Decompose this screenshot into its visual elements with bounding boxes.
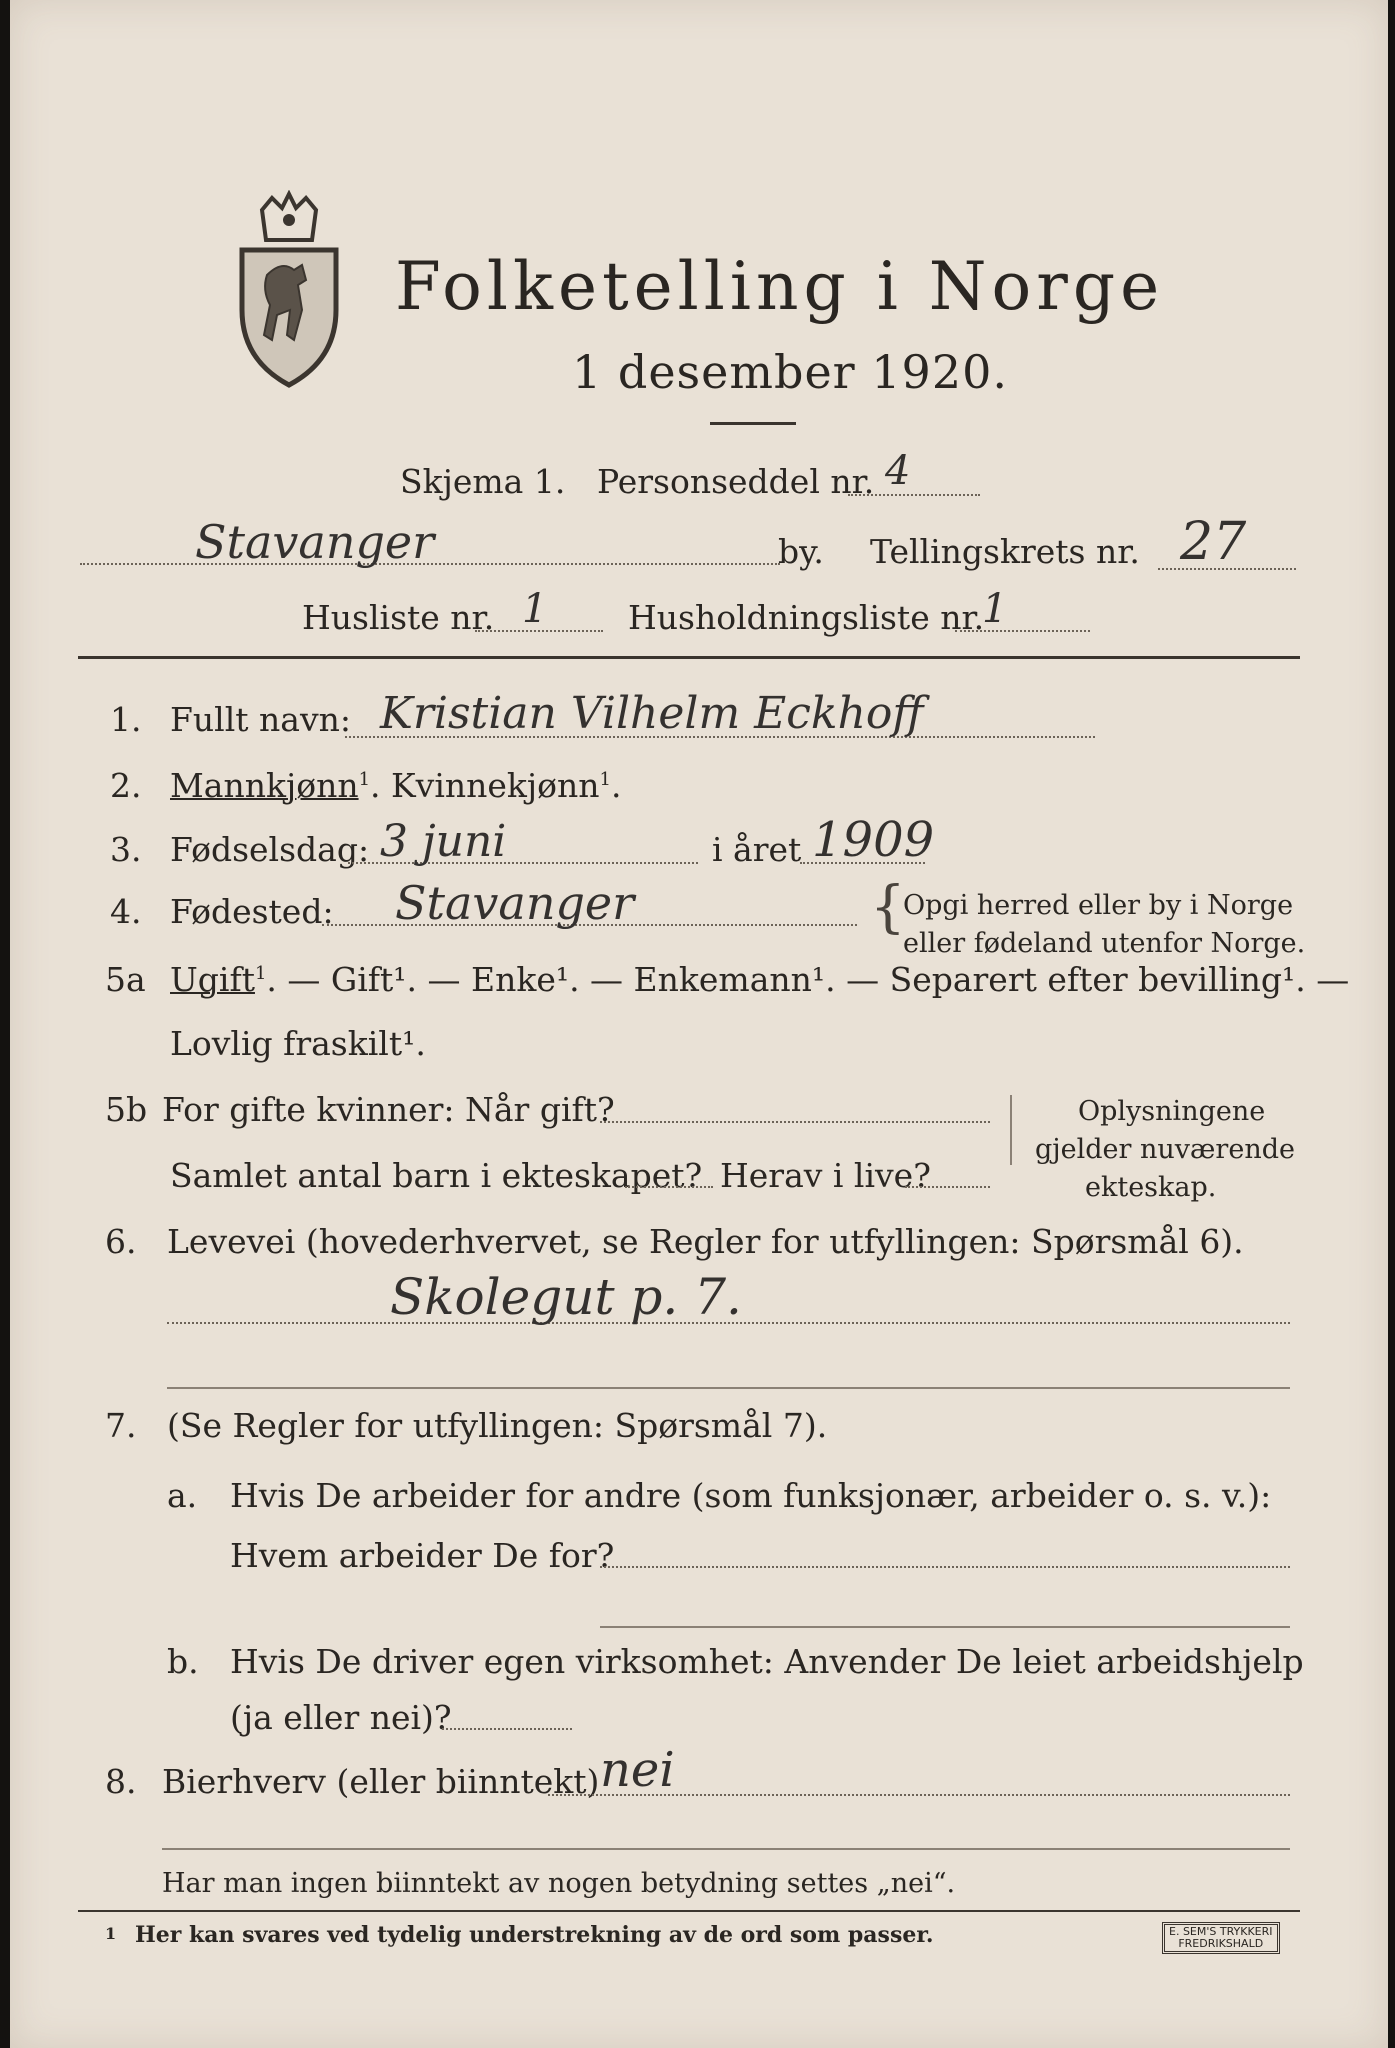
footnote-text: Her kan svares ved tydelig understrekning av de ord som passer.	[135, 1922, 934, 1948]
full-name-value[interactable]: Kristian Vilhelm Eckhoff	[380, 688, 924, 739]
birth-date-value[interactable]: 3 juni	[380, 816, 507, 867]
q5b-note-line3: ekteskap.	[1085, 1172, 1217, 1203]
q7b-letter: b.	[167, 1642, 199, 1681]
by-label: by.	[778, 532, 824, 571]
samlet-barn-label: Samlet antal barn i ekteskapet?	[170, 1156, 703, 1195]
q5a-number: 5a	[105, 960, 146, 999]
occupation-value[interactable]: Skolegut p. 7.	[390, 1268, 742, 1326]
census-form: Folketelling i Norge 1 desember 1920. Skjema 1. Personseddel nr. 4 Stavanger by. Tellingskrets nr. 27 Husliste nr. 1 Husholdningsliste nr. 1 1. Fullt navn: Kristian Vilhelm Eckhoff 2. Mannkjønn$^1$. Kvinnekjønn$^1$. 3. Fødselsdag: 3 juni i året 1909 4. Fødested: Stavanger { Opgi herred eller by i Norge eller fødeland utenfor Norge. 5a Ugift$^1$. — Gift¹. — Enke¹. — Enkemann¹. — Separert efter bevilling¹. — Lovlig fraskilt¹. 5b For gifte kvinner: Når gift? Samlet antal barn i ekteskapet? Herav i live? Oplysningene gjelder nuværende ekteskap. 6. Levevei (hovederhvervet, se Regler for utfyllingen: Spørsmål 6). Skolegut p. 7. 7. (Se Regler for utfyllingen: Spørsmål 7). a. Hvis De arbeider for andre (som funksjonær, arbeider o. s. v.): Hvem arbeider De for? b. Hvis De driver egen virksomhet: Anvender De leiet arbeidshjelp (ja eller nei)? 8. Bierhverv (eller biinntekt) nei Har man ingen biinntekt av nogen betydning settes „nei“. 1 Her kan svares ved tydelig understrekning av de ord som passer. E. SEM'S TRYKKERI FREDRIKSHALD	[10, 0, 1388, 2048]
q7a-line2: Hvem arbeider De for?	[230, 1536, 615, 1575]
husholdningsliste-value[interactable]: 1	[982, 586, 1008, 632]
marital-status-options: Ugift$^1$. — Gift¹. — Enke¹. — Enkemann¹. — Separert efter bevilling¹. —	[170, 960, 1350, 999]
q7b-line1: Hvis De driver egen virksomhet: Anvender De leiet arbeidshjelp	[230, 1642, 1304, 1681]
q2-number: 2.	[110, 766, 142, 805]
city-value[interactable]: Stavanger	[195, 515, 435, 569]
side-income-value[interactable]: nei	[600, 1742, 675, 1798]
birth-year-value[interactable]: 1909	[812, 812, 935, 868]
year-label: i året	[712, 830, 802, 869]
census-date: 1 desember 1920.	[572, 345, 1008, 399]
option-ugift[interactable]: Ugift	[170, 960, 255, 999]
q3-label: Fødselsdag:	[170, 830, 370, 869]
q5b-note-line2: gjelder nuværende	[1035, 1134, 1295, 1165]
q6-number: 6.	[105, 1222, 137, 1261]
title-divider	[710, 422, 796, 425]
q8-label: Bierhverv (eller biinntekt)	[162, 1762, 600, 1801]
q7b-line2: (ja eller nei)?	[230, 1698, 452, 1737]
husholdningsliste-label: Husholdningsliste nr.	[628, 598, 985, 637]
personseddel-label: Personseddel nr.	[597, 462, 875, 501]
q5b-note-line1: Oplysningene	[1078, 1096, 1266, 1127]
q5b-line1: For gifte kvinner: Når gift?	[162, 1090, 615, 1129]
q7a-line1: Hvis De arbeider for andre (som funksjonær, arbeider o. s. v.):	[230, 1476, 1272, 1515]
q6-label: Levevei (hovederhvervet, se Regler for utfyllingen: Spørsmål 6).	[167, 1222, 1244, 1261]
footnote-number: 1	[105, 1924, 117, 1943]
form-title: Folketelling i Norge	[395, 248, 1165, 325]
q7-number: 7.	[105, 1406, 137, 1445]
husliste-value[interactable]: 1	[522, 586, 548, 632]
q1-label: Fullt navn:	[170, 700, 351, 739]
q4-note-line2: eller fødeland utenfor Norge.	[903, 928, 1306, 959]
q4-note-line1: Opgi herred eller by i Norge	[903, 890, 1294, 921]
printer-stamp: E. SEM'S TRYKKERI FREDRIKSHALD	[1162, 1922, 1280, 1954]
tellingskrets-value[interactable]: 27	[1180, 512, 1247, 572]
q8-number: 8.	[105, 1762, 137, 1801]
footer-note: Har man ingen biinntekt av nogen betydning settes „nei“.	[162, 1868, 956, 1899]
q4-number: 4.	[110, 892, 142, 931]
option-male[interactable]: Mannkjønn	[170, 766, 359, 805]
tellingskrets-label: Tellingskrets nr.	[870, 532, 1140, 571]
header-divider	[78, 656, 1300, 659]
q1-number: 1.	[110, 700, 142, 739]
birthplace-value[interactable]: Stavanger	[395, 876, 635, 930]
gender-options: Mannkjønn$^1$. Kvinnekjønn$^1$.	[170, 766, 622, 805]
norwegian-coat-of-arms-icon	[232, 190, 347, 390]
option-female[interactable]: Kvinnekjønn	[391, 766, 600, 805]
husliste-label: Husliste nr.	[302, 598, 495, 637]
herav-label: Herav i live?	[720, 1156, 931, 1195]
q7-label: (Se Regler for utfyllingen: Spørsmål 7).	[167, 1406, 828, 1445]
q5b-number: 5b	[105, 1090, 148, 1129]
personseddel-value[interactable]: 4	[885, 448, 911, 494]
q3-number: 3.	[110, 830, 142, 869]
q7a-letter: a.	[167, 1476, 198, 1515]
marital-status-line2: Lovlig fraskilt¹.	[170, 1024, 426, 1063]
q4-label: Fødested:	[170, 892, 334, 931]
skjema-label: Skjema 1.	[400, 462, 566, 501]
